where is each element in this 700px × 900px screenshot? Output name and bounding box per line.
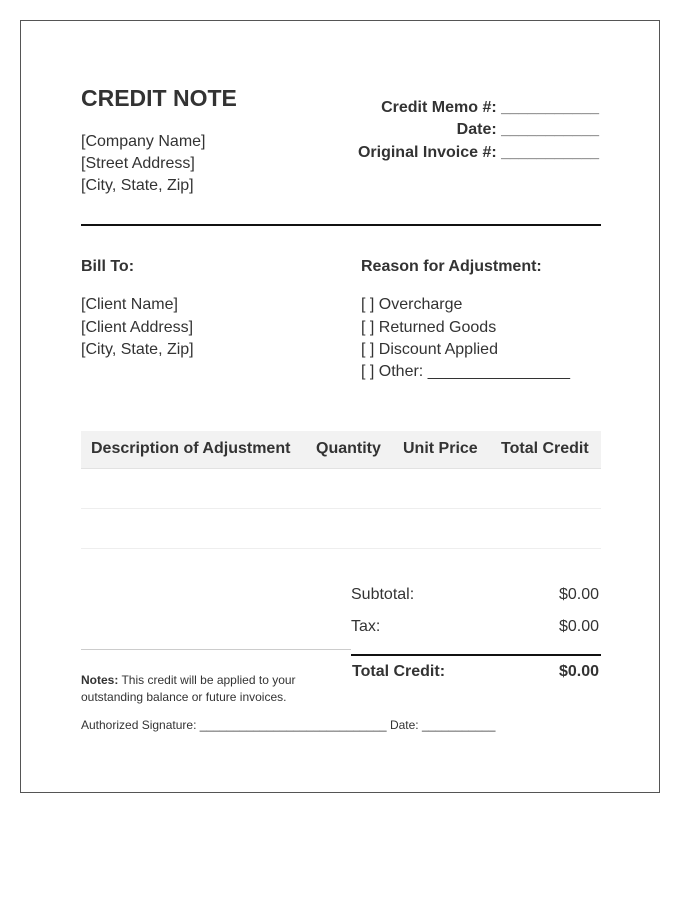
bill-to-heading: Bill To: <box>81 258 135 275</box>
credit-date-field: Date: ___________ <box>456 121 599 138</box>
reason-heading: Reason for Adjustment: <box>361 258 542 275</box>
subtotal-value: $0.00 <box>558 586 599 603</box>
column-header-description: Description of Adjustment <box>91 440 291 457</box>
reason-option-overcharge: [ ] Overcharge <box>361 296 463 313</box>
notes-text: This credit will be applied to your outstanding balance or future invoices. <box>81 673 296 704</box>
company-street-address: [Street Address] <box>81 155 195 172</box>
credit-note-page <box>20 20 660 793</box>
company-name: [Company Name] <box>81 133 206 150</box>
notes-label: Notes: <box>81 673 119 687</box>
credit-memo-number-field: Credit Memo #: ___________ <box>381 99 599 116</box>
notes-divider <box>81 649 351 650</box>
column-header-unit-price: Unit Price <box>403 440 478 457</box>
authorized-signature-line: Authorized Signature: ____________________________ Date: ___________ <box>81 718 496 732</box>
notes-block <box>81 672 321 706</box>
column-header-quantity: Quantity <box>316 440 381 457</box>
subtotal-label: Subtotal: <box>351 586 415 603</box>
client-name: [Client Name] <box>81 296 178 313</box>
reason-option-returned-goods: [ ] Returned Goods <box>361 319 497 336</box>
column-header-total-credit: Total Credit <box>501 440 589 457</box>
company-city-state-zip: [City, State, Zip] <box>81 177 194 194</box>
document-title: CREDIT NOTE <box>81 85 237 111</box>
tax-value: $0.00 <box>558 618 599 635</box>
table-row-divider <box>81 548 601 549</box>
total-credit-label: Total Credit: <box>352 663 446 680</box>
table-header-row <box>81 431 601 469</box>
total-credit-value: $0.00 <box>558 663 599 680</box>
client-city-state-zip: [City, State, Zip] <box>81 341 194 358</box>
reason-option-discount-applied: [ ] Discount Applied <box>361 341 498 358</box>
original-invoice-field: Original Invoice #: ___________ <box>357 144 599 161</box>
tax-label: Tax: <box>351 618 381 635</box>
reason-option-other: [ ] Other: ________________ <box>361 363 571 380</box>
table-row-divider <box>81 508 601 509</box>
header-divider <box>81 224 601 226</box>
total-divider <box>351 654 601 656</box>
client-address: [Client Address] <box>81 319 194 336</box>
